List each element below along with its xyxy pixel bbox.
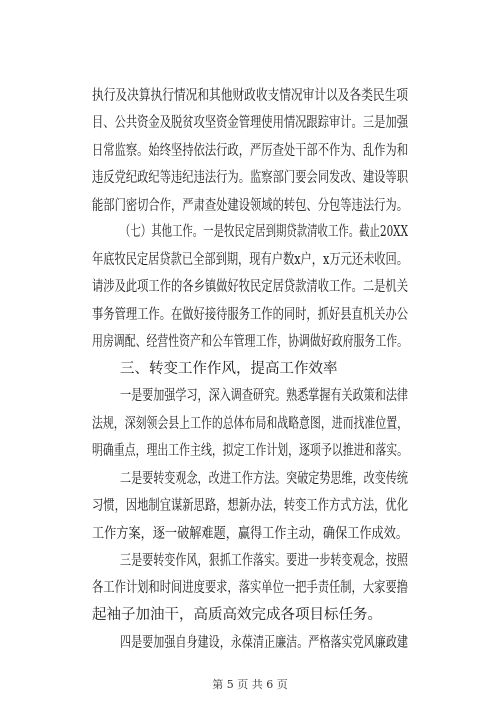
body-text-line: 工作方案，逐一破解难题，赢得工作主动，确保工作成效。 xyxy=(92,526,409,542)
body-text-line: 违反党纪政纪等违纪违法行为。监察部门要会同发改、建设等职 xyxy=(92,170,408,186)
body-text-line: 目、公共资金及脱贫攻坚资金管理使用情况跟踪审计。三是加强 xyxy=(92,115,408,131)
body-text-line: 法规，深刻领会县上工作的总体布局和战略意图，进而找准位置， xyxy=(92,416,409,432)
page-number-footer: 第 5 页 共 6 页 xyxy=(212,678,288,691)
body-text-line: 各工作计划和时间进度要求，落实单位一把手责任制，大家要撸 xyxy=(92,580,408,596)
body-text-line: 执行及决算执行情况和其他财政收支情况审计以及各类民生项 xyxy=(92,88,409,104)
body-text-line: 事务管理工作。在做好接待服务工作的同时，抓好县直机关办公 xyxy=(92,307,408,323)
body-text-line: 年底牧民定居贷款已全部到期，现有户数x户，x万元还未收回。 xyxy=(92,252,409,268)
body-text-line: 用房调配、经营性资产和公车管理工作，协调做好政府服务工作。 xyxy=(92,334,409,350)
body-text-line: 起袖子加油干，高质高效完成各项目标任务。 xyxy=(92,607,382,623)
body-text-line: 日常监察。始终坚持依法行政，严厉查处干部不作为、乱作为和 xyxy=(92,143,408,159)
body-text-line: （七）其他工作。一是牧民定居到期贷款清收工作。截止20XX xyxy=(120,224,408,240)
body-text-line: 能部门密切合作，严肃查处建设领域的转包、分包等违法行为。 xyxy=(92,198,408,214)
section-heading: 三、转变工作作风，提高工作效率 xyxy=(120,361,338,377)
body-text-line: 明确重点，理出工作主线，拟定工作计划，逐项予以推进和落实。 xyxy=(92,443,409,459)
body-text-line: 三是要转变作风，狠抓工作落实。要进一步转变观念，按照 xyxy=(120,553,408,569)
body-text-line: 四是要加强自身建设，永葆清正廉洁。严格落实党风廉政建 xyxy=(120,635,408,651)
body-text-line: 一是要加强学习，深入调查研究。熟悉掌握有关政策和法律 xyxy=(120,388,408,404)
body-text-line: 二是要转变观念，改进工作方法。突破定势思维，改变传统 xyxy=(120,471,408,487)
body-text-line: 习惯，因地制宜谋新思路，想新办法，转变工作方式方法，优化 xyxy=(92,498,408,514)
body-text-line: 请涉及此项工作的各乡镇做好牧民定居贷款清收工作。二是机关 xyxy=(92,279,408,295)
